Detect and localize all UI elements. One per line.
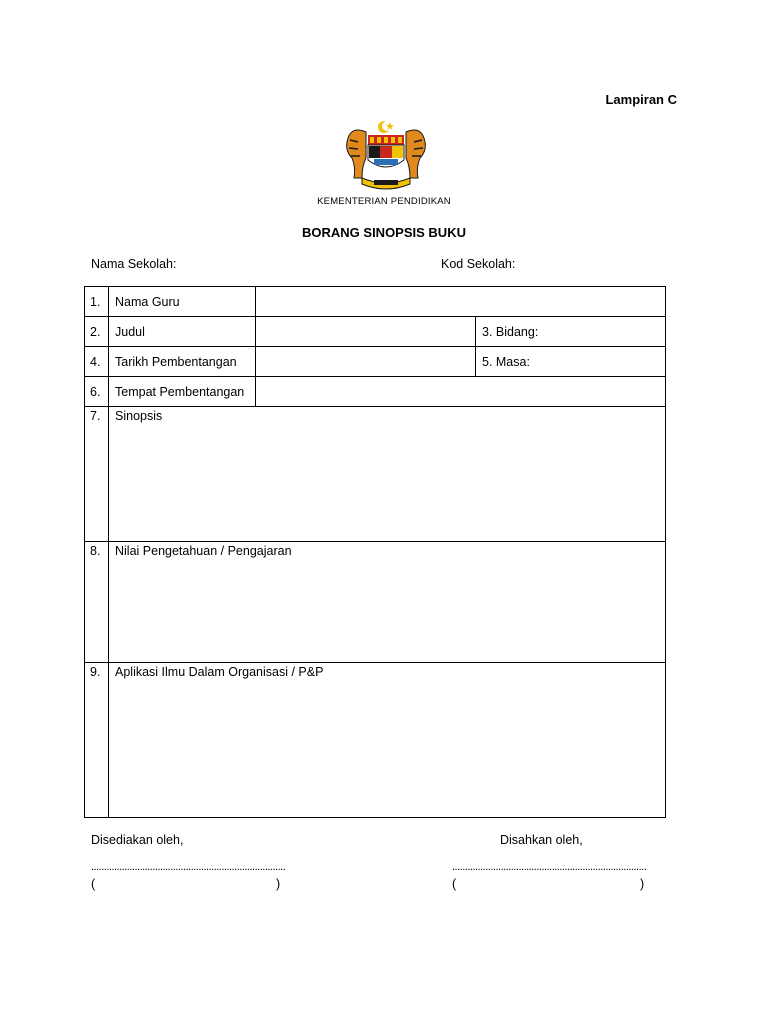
field-area-label[interactable]: 3. Bidang: bbox=[476, 317, 666, 347]
synopsis-field[interactable] bbox=[109, 407, 666, 542]
open-paren: ( bbox=[452, 877, 457, 891]
presentation-date-field[interactable] bbox=[256, 347, 476, 377]
synopsis-label: Sinopsis bbox=[115, 409, 163, 423]
table-row bbox=[85, 542, 666, 663]
title-field[interactable] bbox=[256, 317, 476, 347]
table-row bbox=[85, 377, 666, 407]
attachment-label: Lampiran C bbox=[605, 92, 677, 107]
prepared-by-label: Disediakan oleh, bbox=[91, 833, 184, 847]
row-number: 6. bbox=[85, 377, 109, 407]
close-paren: ) bbox=[640, 877, 645, 891]
presentation-venue-field[interactable] bbox=[256, 377, 666, 407]
row-number: 9. bbox=[85, 663, 109, 818]
teacher-name-field[interactable] bbox=[256, 287, 666, 317]
row-number: 8. bbox=[85, 542, 109, 663]
row-number: 7. bbox=[85, 407, 109, 542]
presentation-venue-label: Tempat Pembentangan bbox=[109, 377, 256, 407]
time-label[interactable]: 5. Masa: bbox=[476, 347, 666, 377]
row-number: 2. bbox=[85, 317, 109, 347]
approved-by-label: Disahkan oleh, bbox=[500, 833, 583, 847]
prepared-by-signature-line[interactable]: ............................................................................ bbox=[91, 861, 286, 873]
school-name-label: Nama Sekolah: bbox=[91, 257, 177, 271]
table-row bbox=[85, 317, 666, 347]
table-row bbox=[85, 287, 666, 317]
form-title: BORANG SINOPSIS BUKU bbox=[302, 225, 466, 240]
knowledge-application-field[interactable] bbox=[109, 663, 666, 818]
knowledge-value-field[interactable] bbox=[109, 542, 666, 663]
title-label: Judul bbox=[109, 317, 256, 347]
row-number: 1. bbox=[85, 287, 109, 317]
ministry-name: KEMENTERIAN PENDIDIKAN bbox=[317, 196, 451, 207]
teacher-name-label: Nama Guru bbox=[109, 287, 256, 317]
table-row bbox=[85, 347, 666, 377]
close-paren: ) bbox=[276, 877, 281, 891]
approved-by-signature-line[interactable]: ............................................................................ bbox=[452, 861, 647, 873]
open-paren: ( bbox=[91, 877, 96, 891]
table-row bbox=[85, 663, 666, 818]
row-number: 4. bbox=[85, 347, 109, 377]
knowledge-value-label: Nilai Pengetahuan / Pengajaran bbox=[115, 544, 292, 558]
knowledge-application-label: Aplikasi Ilmu Dalam Organisasi / P&P bbox=[115, 665, 324, 679]
table-row bbox=[85, 407, 666, 542]
presentation-date-label: Tarikh Pembentangan bbox=[109, 347, 256, 377]
school-code-label: Kod Sekolah: bbox=[441, 257, 516, 271]
synopsis-form-table bbox=[84, 286, 666, 818]
coat-of-arms-icon bbox=[338, 118, 434, 192]
